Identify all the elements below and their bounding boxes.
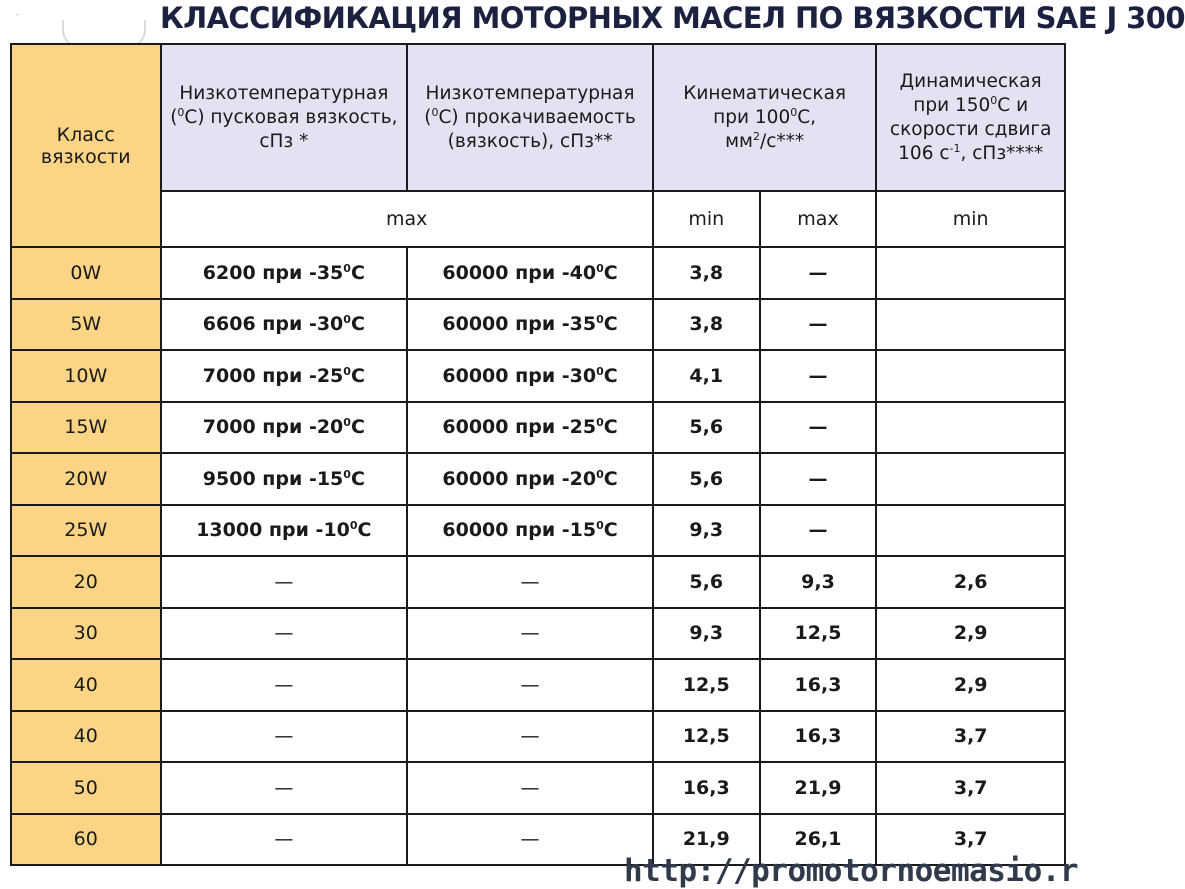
header-class-line2: вязкости [40,145,131,168]
cell-kin-max: 16,3 [760,659,877,711]
cell-class: 0W [11,247,161,299]
cell-pumping: 60000 при $-20^0С$ [407,453,653,505]
header-cranking-line1: Низкотемпературная [179,82,389,104]
footer-url: http://promotornoemasio.r [624,853,1079,889]
cell-kin-min: 9,3 [653,608,760,660]
table-row [11,402,1065,454]
header-dynamic-line3: скорости сдвига [889,118,1052,140]
cell-dyn-min: 3,7 [876,711,1065,763]
table-row [11,505,1065,557]
cell-dyn-min [876,453,1065,505]
cell-kin-min: 3,8 [653,247,760,299]
cell-dyn-min: 2,9 [876,608,1065,660]
cell-class: 20 [11,556,161,608]
cell-class: 60 [11,814,161,866]
table-row [11,453,1065,505]
cell-pumping: 60000 при $-30^0С$ [407,350,653,402]
subheader-dyn-min: min [876,191,1065,247]
cell-dyn-min: 2,6 [876,556,1065,608]
header-cranking [161,44,408,191]
header-row [11,44,1065,191]
cell-cranking: 7000 при $-20^0С$ [161,402,408,454]
table-row [11,608,1065,660]
cell-kin-min: 5,6 [653,453,760,505]
header-class [11,44,161,247]
cell-kin-max: — [760,505,877,557]
cell-cranking: — [161,556,408,608]
cell-dyn-min [876,350,1065,402]
cell-pumping: — [407,659,653,711]
header-pumping-line3: (вязкость), сПз** [447,130,613,152]
cell-kin-max: — [760,299,877,351]
cell-pumping: — [407,556,653,608]
cell-pumping: 60000 при $-35^0С$ [407,299,653,351]
header-dynamic [876,44,1065,191]
table-row [11,762,1065,814]
cell-class: 10W [11,350,161,402]
cell-kin-max: — [760,453,877,505]
header-dynamic-line4: 106 $с^{-1}$, сПз**** [898,141,1044,164]
cell-cranking: 9500 при $-15^0С$ [161,453,408,505]
corner-dot: - [16,10,19,19]
subheader-max-merged: max [161,191,653,247]
cell-class: 30 [11,608,161,660]
page-title: КЛАССИФИКАЦИЯ МОТОРНЫХ МАСЕЛ ПО ВЯЗКОСТИ SAE J 300 [160,1,1185,35]
cell-pumping: 60000 при $-25^0С$ [407,402,653,454]
cell-pumping: — [407,762,653,814]
table-row [11,350,1065,402]
cell-kin-min: 12,5 [653,659,760,711]
cell-pumping: — [407,814,653,866]
cell-kin-min: 21,9 [653,814,760,866]
header-kinematic [653,44,876,191]
cell-dyn-min: 2,9 [876,659,1065,711]
cell-dyn-min: 3,7 [876,762,1065,814]
header-pumping-line2: ($^0$С) прокачиваемость [424,105,636,128]
cell-class: 20W [11,453,161,505]
table-row [11,299,1065,351]
cell-class: 40 [11,659,161,711]
subheader-kin-min: min [653,191,760,247]
header-dynamic-line1: Динамическая [899,70,1042,92]
cell-pumping: — [407,711,653,763]
cell-cranking: — [161,762,408,814]
cell-dyn-min [876,299,1065,351]
table-row [11,711,1065,763]
header-cranking-line2: ($^0$С) пусковая вязкость, [170,105,398,128]
cell-pumping: 60000 при $-40^0С$ [407,247,653,299]
cell-cranking: — [161,814,408,866]
header-pumping [407,44,653,191]
cell-cranking: 6606 при $-30^0С$ [161,299,408,351]
cell-cranking: — [161,659,408,711]
cell-class: 15W [11,402,161,454]
cell-kin-min: 9,3 [653,505,760,557]
cell-dyn-min: 3,7 [876,814,1065,866]
cell-dyn-min [876,247,1065,299]
header-kinematic-line3: $мм^2/с***$ [725,129,805,152]
cell-class: 50 [11,762,161,814]
cell-cranking: — [161,711,408,763]
header-kinematic-line1: Кинематическая [683,82,847,104]
cell-class: 5W [11,299,161,351]
cell-kin-min: 12,5 [653,711,760,763]
cell-pumping: — [407,608,653,660]
cell-kin-max: 21,9 [760,762,877,814]
viscosity-table [10,43,1066,866]
cell-cranking: 6200 при $-35^0С$ [161,247,408,299]
cell-kin-min: 4,1 [653,350,760,402]
cell-kin-max: — [760,350,877,402]
cell-kin-max: 9,3 [760,556,877,608]
cell-kin-min: 5,6 [653,556,760,608]
cell-dyn-min [876,505,1065,557]
cell-kin-min: 16,3 [653,762,760,814]
cell-kin-max: 12,5 [760,608,877,660]
cell-class: 25W [11,505,161,557]
cell-kin-max: 26,1 [760,814,877,866]
subheader-row [11,191,1065,247]
cell-cranking: 13000 при $-10^0С$ [161,505,408,557]
header-dynamic-line2: при $150^0С$ и [913,93,1029,116]
cell-kin-max: — [760,247,877,299]
cell-pumping: 60000 при $-15^0С$ [407,505,653,557]
header-kinematic-line2: при $100^0С$, [713,105,817,128]
header-cranking-line3: сПз * [259,130,309,152]
header-class-line1: Класс [56,123,115,146]
cell-kin-min: 5,6 [653,402,760,454]
subheader-kin-max: max [760,191,877,247]
cell-kin-max: 16,3 [760,711,877,763]
table-row [11,556,1065,608]
cell-dyn-min [876,402,1065,454]
header-pumping-line1: Низкотемпературная [425,82,635,104]
cell-class: 40 [11,711,161,763]
cell-cranking: — [161,608,408,660]
table-row [11,659,1065,711]
cell-kin-max: — [760,402,877,454]
cell-cranking: 7000 при $-25^0С$ [161,350,408,402]
cell-kin-min: 3,8 [653,299,760,351]
table-row [11,247,1065,299]
